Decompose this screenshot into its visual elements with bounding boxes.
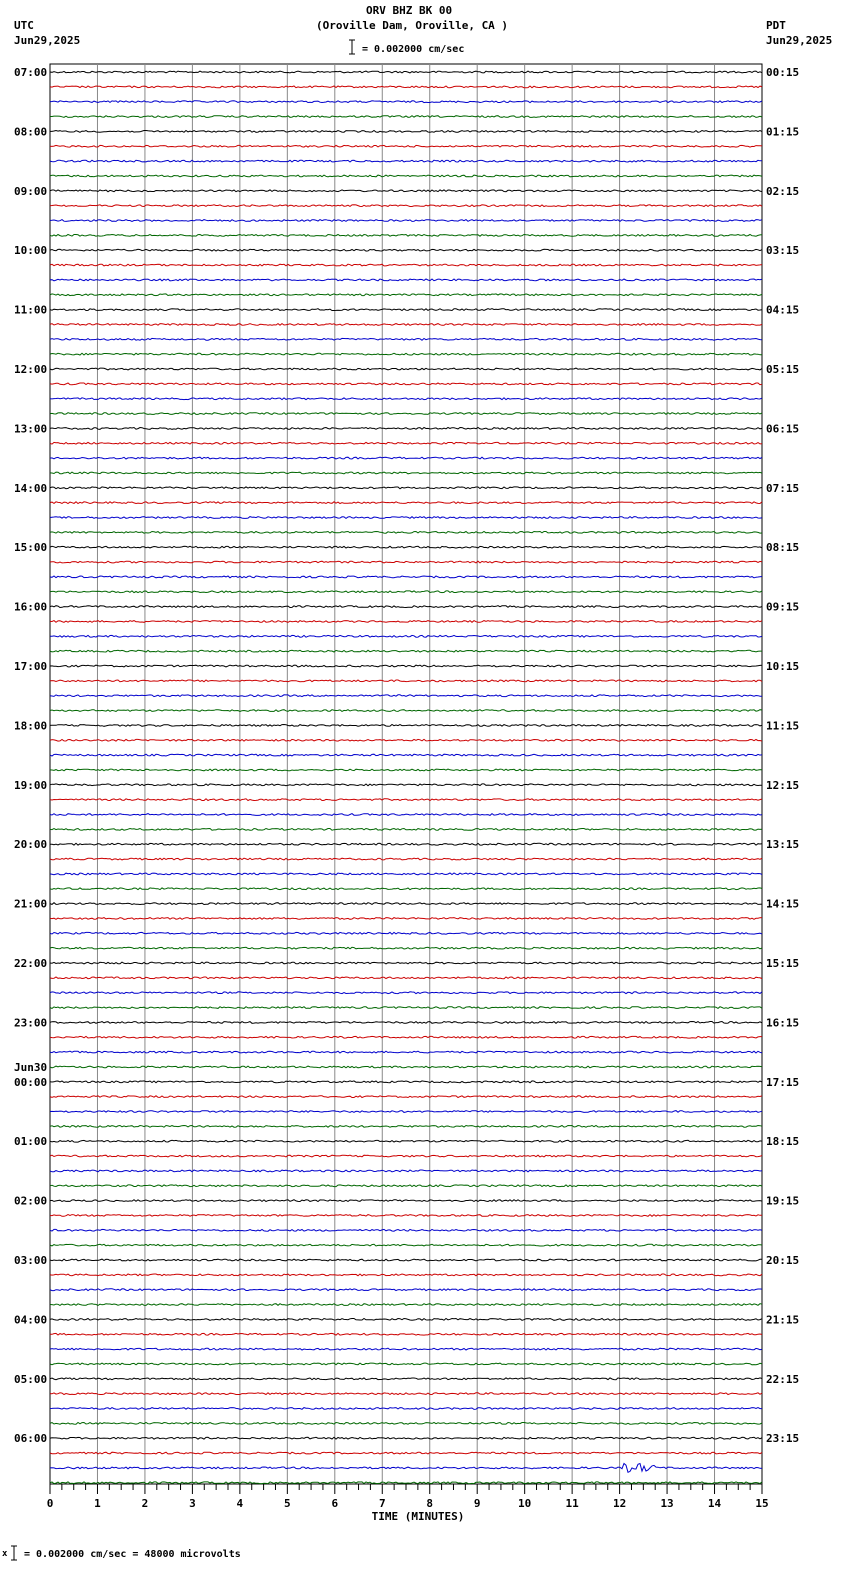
pdt-hour-label: 18:15 xyxy=(766,1135,800,1149)
x-axis-label: TIME (MINUTES) xyxy=(371,1510,465,1523)
x-tick-label: 12 xyxy=(612,1497,627,1510)
seismic-trace xyxy=(50,1423,762,1425)
plot-frame xyxy=(50,64,762,1484)
seismic-trace xyxy=(50,309,762,311)
seismic-trace xyxy=(50,932,762,934)
seismic-trace xyxy=(50,814,762,816)
seismic-trace xyxy=(50,1482,762,1484)
pdt-hour-label: 03:15 xyxy=(766,244,800,258)
seismic-trace xyxy=(50,1007,762,1009)
seismic-trace xyxy=(50,353,762,355)
pdt-hour-label: 19:15 xyxy=(766,1194,800,1208)
utc-hour-label: 16:00 xyxy=(14,600,48,614)
footer-scale-prefix: x xyxy=(2,1549,8,1559)
seismic-trace xyxy=(50,1170,762,1172)
seismic-trace xyxy=(50,220,762,222)
seismic-trace xyxy=(50,71,762,73)
seismic-trace xyxy=(50,383,762,385)
utc-hour-label: 19:00 xyxy=(14,778,48,792)
seismic-trace xyxy=(50,918,762,920)
seismic-trace xyxy=(50,1022,762,1024)
pdt-hour-label: 02:15 xyxy=(766,184,800,198)
seismic-trace xyxy=(50,86,762,88)
seismic-trace xyxy=(50,1319,762,1321)
seismic-trace xyxy=(50,235,762,237)
x-tick-label: 1 xyxy=(94,1497,101,1510)
utc-hour-label: 05:00 xyxy=(14,1372,48,1386)
seismic-trace xyxy=(50,1289,762,1291)
pdt-hour-label: 16:15 xyxy=(766,1016,800,1030)
pdt-hour-label: 20:15 xyxy=(766,1254,800,1267)
utc-hour-label: 12:00 xyxy=(14,363,48,376)
seismic-trace xyxy=(50,338,762,340)
seismic-trace xyxy=(50,1378,762,1380)
pdt-hour-label: 17:15 xyxy=(766,1075,800,1089)
seismic-trace xyxy=(50,428,762,430)
utc-hour-label: 23:00 xyxy=(14,1016,48,1030)
seismic-trace xyxy=(50,205,762,207)
pdt-hour-label: 07:15 xyxy=(766,481,800,495)
seismic-trace xyxy=(50,665,762,667)
utc-hour-label: 01:00 xyxy=(14,1135,48,1149)
utc-hour-label: 02:00 xyxy=(14,1194,48,1208)
utc-hour-label: 10:00 xyxy=(14,244,48,258)
seismic-trace xyxy=(50,591,762,593)
footer-scale-bar-icon xyxy=(11,1546,17,1560)
seismic-trace xyxy=(50,1200,762,1202)
seismic-trace xyxy=(50,873,762,875)
seismic-trace xyxy=(50,962,762,964)
utc-hour-label: 07:00 xyxy=(14,66,48,79)
seismic-trace xyxy=(50,769,762,771)
pdt-date: Jun29,2025 xyxy=(766,34,833,47)
seismic-trace xyxy=(50,903,762,905)
seismic-trace xyxy=(50,413,762,415)
utc-hour-label: 21:00 xyxy=(14,897,48,911)
utc-hour-label: 08:00 xyxy=(14,125,48,139)
x-tick-label: 10 xyxy=(518,1497,532,1510)
pdt-hour-label: 06:15 xyxy=(766,422,800,436)
seismic-trace xyxy=(50,606,762,608)
seismic-trace xyxy=(50,799,762,801)
seismic-trace xyxy=(50,621,762,623)
scale-bar-icon xyxy=(349,40,355,54)
x-tick-label: 15 xyxy=(755,1497,769,1510)
seismic-trace xyxy=(50,784,762,786)
x-tick-label: 5 xyxy=(284,1497,291,1510)
pdt-hour-label: 10:15 xyxy=(766,660,800,673)
seismic-trace xyxy=(50,561,762,563)
x-tick-label: 13 xyxy=(660,1497,674,1510)
x-tick-label: 8 xyxy=(426,1497,434,1510)
seismic-trace xyxy=(50,947,762,949)
seismic-trace xyxy=(50,725,762,727)
date-change-label: Jun30 xyxy=(14,1060,48,1074)
x-tick-label: 0 xyxy=(46,1497,54,1510)
x-tick-label: 14 xyxy=(707,1497,722,1510)
utc-date: Jun29,2025 xyxy=(14,34,81,47)
seismic-trace xyxy=(50,160,762,162)
utc-hour-label: 13:00 xyxy=(14,422,48,436)
location-subtitle: (Oroville Dam, Oroville, CA ) xyxy=(316,19,509,32)
seismic-trace xyxy=(50,398,762,400)
utc-hour-label: 09:00 xyxy=(14,184,48,198)
pdt-hour-label: 21:15 xyxy=(766,1313,800,1327)
x-tick-label: 4 xyxy=(236,1497,244,1510)
seismic-trace xyxy=(50,101,762,103)
seismic-trace xyxy=(50,517,762,519)
utc-hour-label: 14:00 xyxy=(14,481,48,495)
seismic-trace xyxy=(50,249,762,251)
seismic-trace xyxy=(50,190,762,192)
x-tick-label: 6 xyxy=(331,1497,339,1510)
seismic-trace xyxy=(50,888,762,890)
utc-hour-label: 04:00 xyxy=(14,1313,48,1327)
seismic-trace xyxy=(50,145,762,147)
utc-hour-label: 22:00 xyxy=(14,957,48,970)
seismic-trace xyxy=(50,264,762,266)
seismic-trace xyxy=(50,858,762,860)
x-tick-label: 9 xyxy=(473,1497,481,1510)
seismic-trace xyxy=(50,1437,762,1439)
pdt-label: PDT xyxy=(766,19,786,32)
station-title: ORV BHZ BK 00 xyxy=(366,4,453,17)
seismic-trace xyxy=(50,992,762,994)
seismic-trace xyxy=(50,576,762,578)
seismic-trace xyxy=(50,695,762,697)
pdt-hour-label: 04:15 xyxy=(766,303,800,317)
seismic-trace xyxy=(50,442,762,444)
seismic-trace xyxy=(50,1452,762,1454)
utc-label: UTC xyxy=(14,19,34,32)
seismic-trace xyxy=(50,1111,762,1113)
seismic-trace xyxy=(50,472,762,474)
seismic-trace xyxy=(50,635,762,637)
seismic-trace xyxy=(50,1155,762,1157)
seismic-trace xyxy=(50,1464,762,1473)
pdt-hour-label: 08:15 xyxy=(766,541,800,555)
seismic-trace xyxy=(50,1348,762,1350)
seismic-trace xyxy=(50,1408,762,1410)
seismic-trace xyxy=(50,1096,762,1098)
pdt-hour-label: 00:15 xyxy=(766,66,800,79)
pdt-hour-label: 12:15 xyxy=(766,778,800,792)
seismic-trace xyxy=(50,680,762,682)
seismic-trace xyxy=(50,502,762,504)
seismic-trace xyxy=(50,116,762,118)
seismic-trace xyxy=(50,1215,762,1217)
seismic-trace xyxy=(50,487,762,489)
utc-hour-label: 06:00 xyxy=(14,1432,48,1446)
pdt-hour-label: 13:15 xyxy=(766,838,800,852)
utc-hour-label: 15:00 xyxy=(14,541,48,555)
pdt-hour-label: 11:15 xyxy=(766,719,800,733)
seismic-trace xyxy=(50,294,762,296)
seismic-trace xyxy=(50,368,762,370)
utc-hour-label: 03:00 xyxy=(14,1254,48,1267)
footer-scale-text: = 0.002000 cm/sec = 48000 microvolts xyxy=(24,1549,241,1560)
seismic-trace xyxy=(50,1066,762,1068)
seismic-trace xyxy=(50,1259,762,1261)
utc-hour-label: 17:00 xyxy=(14,660,48,673)
pdt-hour-label: 01:15 xyxy=(766,125,800,139)
seismic-trace xyxy=(50,843,762,845)
pdt-hour-label: 14:15 xyxy=(766,897,800,911)
seismic-trace xyxy=(50,1304,762,1306)
utc-hour-label: 20:00 xyxy=(14,838,48,852)
pdt-hour-label: 22:15 xyxy=(766,1372,800,1386)
x-tick-label: 11 xyxy=(565,1497,579,1510)
seismic-trace xyxy=(50,977,762,979)
seismic-trace xyxy=(50,546,762,548)
pdt-hour-label: 05:15 xyxy=(766,363,800,376)
utc-hour-label: 00:00 xyxy=(14,1075,48,1089)
seismic-trace xyxy=(50,131,762,133)
seismic-trace xyxy=(50,457,762,459)
seismic-trace xyxy=(50,829,762,831)
pdt-hour-label: 09:15 xyxy=(766,600,800,614)
seismic-trace xyxy=(50,1051,762,1053)
scale-label: = 0.002000 cm/sec xyxy=(362,44,465,55)
seismic-trace xyxy=(50,1229,762,1231)
seismic-trace xyxy=(50,1036,762,1038)
seismic-trace xyxy=(50,175,762,177)
seismic-trace xyxy=(50,1393,762,1395)
seismic-trace xyxy=(50,739,762,741)
seismic-trace xyxy=(50,710,762,712)
seismic-trace xyxy=(50,1244,762,1246)
seismic-trace xyxy=(50,1081,762,1083)
x-tick-label: 3 xyxy=(189,1497,196,1510)
utc-hour-label: 11:00 xyxy=(14,303,48,317)
seismic-trace xyxy=(50,650,762,652)
pdt-hour-label: 23:15 xyxy=(766,1432,800,1446)
x-tick-label: 2 xyxy=(141,1497,149,1510)
seismic-trace xyxy=(50,1333,762,1335)
seismic-trace xyxy=(50,532,762,534)
seismic-trace xyxy=(50,754,762,756)
seismic-trace xyxy=(50,324,762,326)
seismic-trace xyxy=(50,1363,762,1365)
utc-hour-label: 18:00 xyxy=(14,719,48,733)
seismic-trace xyxy=(50,1274,762,1276)
seismic-trace xyxy=(50,1140,762,1142)
seismic-trace xyxy=(50,279,762,281)
pdt-hour-label: 15:15 xyxy=(766,957,800,970)
seismic-trace xyxy=(50,1126,762,1128)
seismic-trace xyxy=(50,1185,762,1187)
x-tick-label: 7 xyxy=(378,1497,386,1510)
